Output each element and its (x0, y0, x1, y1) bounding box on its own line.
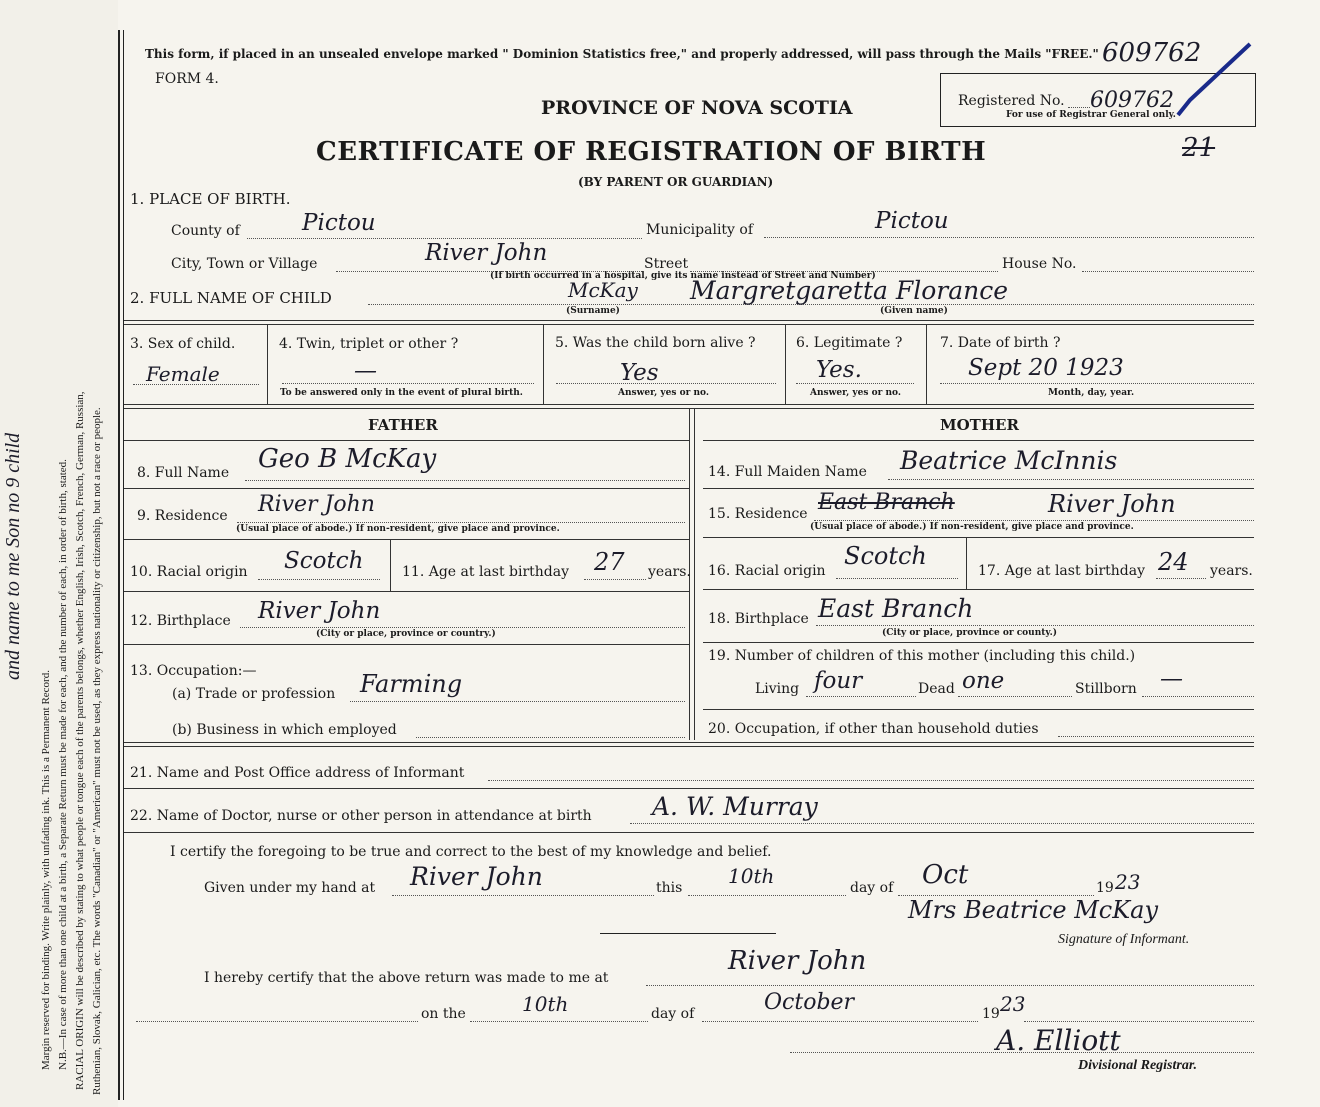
registrar-day-of: day of (651, 1006, 695, 1022)
city-label: City, Town or Village (171, 256, 318, 272)
given-place: River John (410, 862, 543, 891)
sex-label: 3. Sex of child. (130, 336, 236, 352)
stillborn-label: Stillborn (1075, 681, 1137, 697)
doctor-label: 22. Name of Doctor, nurse or other person in attendance at birth (130, 808, 592, 824)
municipality-value: Pictou (875, 208, 949, 234)
father-racial-value: Scotch (284, 548, 364, 574)
mother-birthplace-value: East Branch (818, 594, 974, 623)
registrar-day: 10th (522, 992, 569, 1016)
margin-note-1: Margin reserved for binding. Write plainly, with unfading ink. This is a Permanent Record. (40, 670, 52, 1070)
province-title: PROVINCE OF NOVA SCOTIA (541, 97, 853, 119)
county-value: Pictou (302, 210, 376, 236)
living-value: four (814, 668, 863, 694)
registrar-statement: I hereby certify that the above return was made to me at (204, 970, 609, 986)
margin-note-2: N.B.—In case of more than one child at a birth, a Separate Return must be made for each, and the number of each, in order of birth, stated. (57, 459, 69, 1070)
mother-name-label: 14. Full Maiden Name (708, 464, 867, 480)
father-birthplace-value: River John (258, 598, 381, 624)
hospital-note: (If birth occurred in a hospital, give its name instead of Street and Number) (490, 271, 876, 281)
county-label: County of (171, 223, 240, 239)
informant-signature: Mrs Beatrice McKay (908, 896, 1159, 924)
occupation-label: 13. Occupation:— (130, 663, 257, 679)
mother-birthplace-caption: (City or place, province or county.) (882, 628, 1058, 638)
margin-note-4: Ruthenian, Slovak, Galician, etc. The words "Canadian" or "American" must not be used, as they express nationality or citizenship, but not a race or people. (91, 407, 103, 1095)
corner-mark: 21 (1182, 133, 1216, 163)
year-prefix: 19 (1096, 880, 1114, 896)
father-residence-label: 9. Residence (137, 508, 228, 524)
father-residence-value: River John (258, 492, 375, 517)
mother-heading: MOTHER (940, 416, 1019, 434)
registered-label: Registered No. (958, 93, 1065, 109)
given-day: 10th (728, 864, 775, 888)
twin-caption: To be answered only in the event of plural birth. (280, 388, 523, 398)
alive-caption: Answer, yes or no. (618, 388, 709, 398)
mail-notice: This form, if placed in an unsealed envelope marked " Dominion Statistics free," and properly addressed, will pass through the Mails "FREE." (145, 47, 1099, 61)
given-caption: (Given name) (880, 306, 948, 316)
father-name-value: Geo B McKay (258, 444, 437, 474)
legitimate-value: Yes. (816, 357, 862, 383)
registered-note: For use of Registrar General only. (1006, 110, 1176, 120)
trade-label: (a) Trade or profession (172, 686, 336, 702)
registrar-check-mark (1150, 40, 1255, 120)
child-given-name: Margretgaretta Florance (690, 276, 1008, 305)
margin-rule-inner (123, 30, 124, 1100)
alive-label: 5. Was the child born alive ? (555, 335, 756, 351)
registrar-caption: Divisional Registrar. (1078, 1058, 1198, 1073)
mother-years: years. (1210, 563, 1253, 579)
dead-value: one (962, 668, 1005, 694)
mother-residence-caption: (Usual place of abode.) If non-resident, give place and province. (810, 522, 1134, 532)
on-the-label: on the (421, 1006, 466, 1022)
twin-label: 4. Twin, triplet or other ? (279, 336, 459, 352)
dob-caption: Month, day, year. (1048, 388, 1135, 398)
father-years: years. (648, 564, 691, 580)
sex-value: Female (146, 362, 220, 386)
rule (124, 320, 1254, 321)
margin-note-3: RACIAL ORIGIN will be described by stating to what people or tongue each of the parents belongs, whether English, Irish, Scotch, French, German, Russian, (74, 391, 86, 1090)
mother-residence-value: River John (1048, 490, 1176, 518)
dob-value: Sept 20 1923 (968, 355, 1124, 381)
margin-handwriting: and name to me Son no 9 child (2, 432, 24, 680)
twin-value: — (354, 358, 377, 384)
stillborn-value: — (1160, 666, 1183, 692)
children-count-label: 19. Number of children of this mother (including this child.) (708, 648, 1136, 664)
registrar-signature: A. Elliott (996, 1024, 1121, 1057)
legitimate-label: 6. Legitimate ? (796, 335, 903, 351)
street-label: Street (644, 256, 689, 272)
business-label: (b) Business in which employed (172, 722, 397, 738)
certificate-subtitle: (BY PARENT OR GUARDIAN) (578, 175, 774, 189)
rule (124, 324, 1254, 325)
mother-residence-struck: East Branch (818, 490, 955, 515)
father-residence-caption: (Usual place of abode.) If non-resident, give place and province. (236, 524, 560, 534)
trade-value: Farming (360, 670, 463, 698)
mother-racial-value: Scotch (844, 542, 927, 570)
given-label: Given under my hand at (204, 880, 376, 896)
mother-age-label: 17. Age at last birthday (978, 563, 1146, 579)
mother-birthplace-label: 18. Birthplace (708, 611, 809, 627)
child-surname: McKay (568, 278, 638, 302)
living-label: Living (755, 681, 800, 697)
registrar-year-prefix: 19 (982, 1006, 1000, 1022)
informant-caption: Signature of Informant. (1058, 932, 1190, 947)
father-birthplace-caption: (City or place, province or country.) (316, 629, 496, 639)
certificate-title: CERTIFICATE OF REGISTRATION OF BIRTH (316, 137, 987, 167)
father-racial-label: 10. Racial origin (130, 564, 248, 580)
doctor-value: A. W. Murray (652, 792, 818, 821)
certification-statement: I certify the foregoing to be true and correct to the best of my knowledge and belief. (170, 844, 772, 860)
mother-residence-label: 15. Residence (708, 506, 808, 522)
mother-racial-label: 16. Racial origin (708, 563, 826, 579)
alive-value: Yes (620, 360, 659, 386)
registrar-place: River John (728, 946, 867, 976)
child-name-label: 2. FULL NAME OF CHILD (130, 289, 332, 307)
mother-occupation-label: 20. Occupation, if other than household duties (708, 721, 1039, 737)
registrar-year: 23 (1000, 992, 1026, 1016)
informant-label: 21. Name and Post Office address of Informant (130, 765, 465, 781)
father-birthplace-label: 12. Birthplace (130, 613, 231, 629)
given-month: Oct (922, 860, 969, 890)
city-value: River John (425, 240, 548, 266)
form-number: FORM 4. (155, 71, 219, 87)
dead-label: Dead (918, 681, 955, 697)
mother-name-value: Beatrice McInnis (900, 446, 1118, 475)
father-age-value: 27 (594, 548, 625, 576)
this-label: this (656, 880, 683, 896)
surname-caption: (Surname) (566, 306, 620, 316)
mother-age-value: 24 (1158, 548, 1189, 576)
place-of-birth-heading: 1. PLACE OF BIRTH. (130, 190, 291, 208)
house-label: House No. (1002, 256, 1077, 272)
day-of-label: day of (850, 880, 894, 896)
given-year: 23 (1115, 870, 1141, 894)
father-heading: FATHER (368, 416, 438, 434)
father-age-label: 11. Age at last birthday (402, 564, 570, 580)
dob-label: 7. Date of birth ? (940, 335, 1061, 351)
legitimate-caption: Answer, yes or no. (810, 388, 901, 398)
father-name-label: 8. Full Name (137, 465, 230, 481)
registrar-month: October (764, 990, 855, 1015)
municipality-label: Municipality of (646, 222, 754, 238)
margin-rule (118, 30, 120, 1100)
registered-value: 609762 (1090, 88, 1174, 113)
stamped-number: 609762 (1102, 38, 1202, 68)
